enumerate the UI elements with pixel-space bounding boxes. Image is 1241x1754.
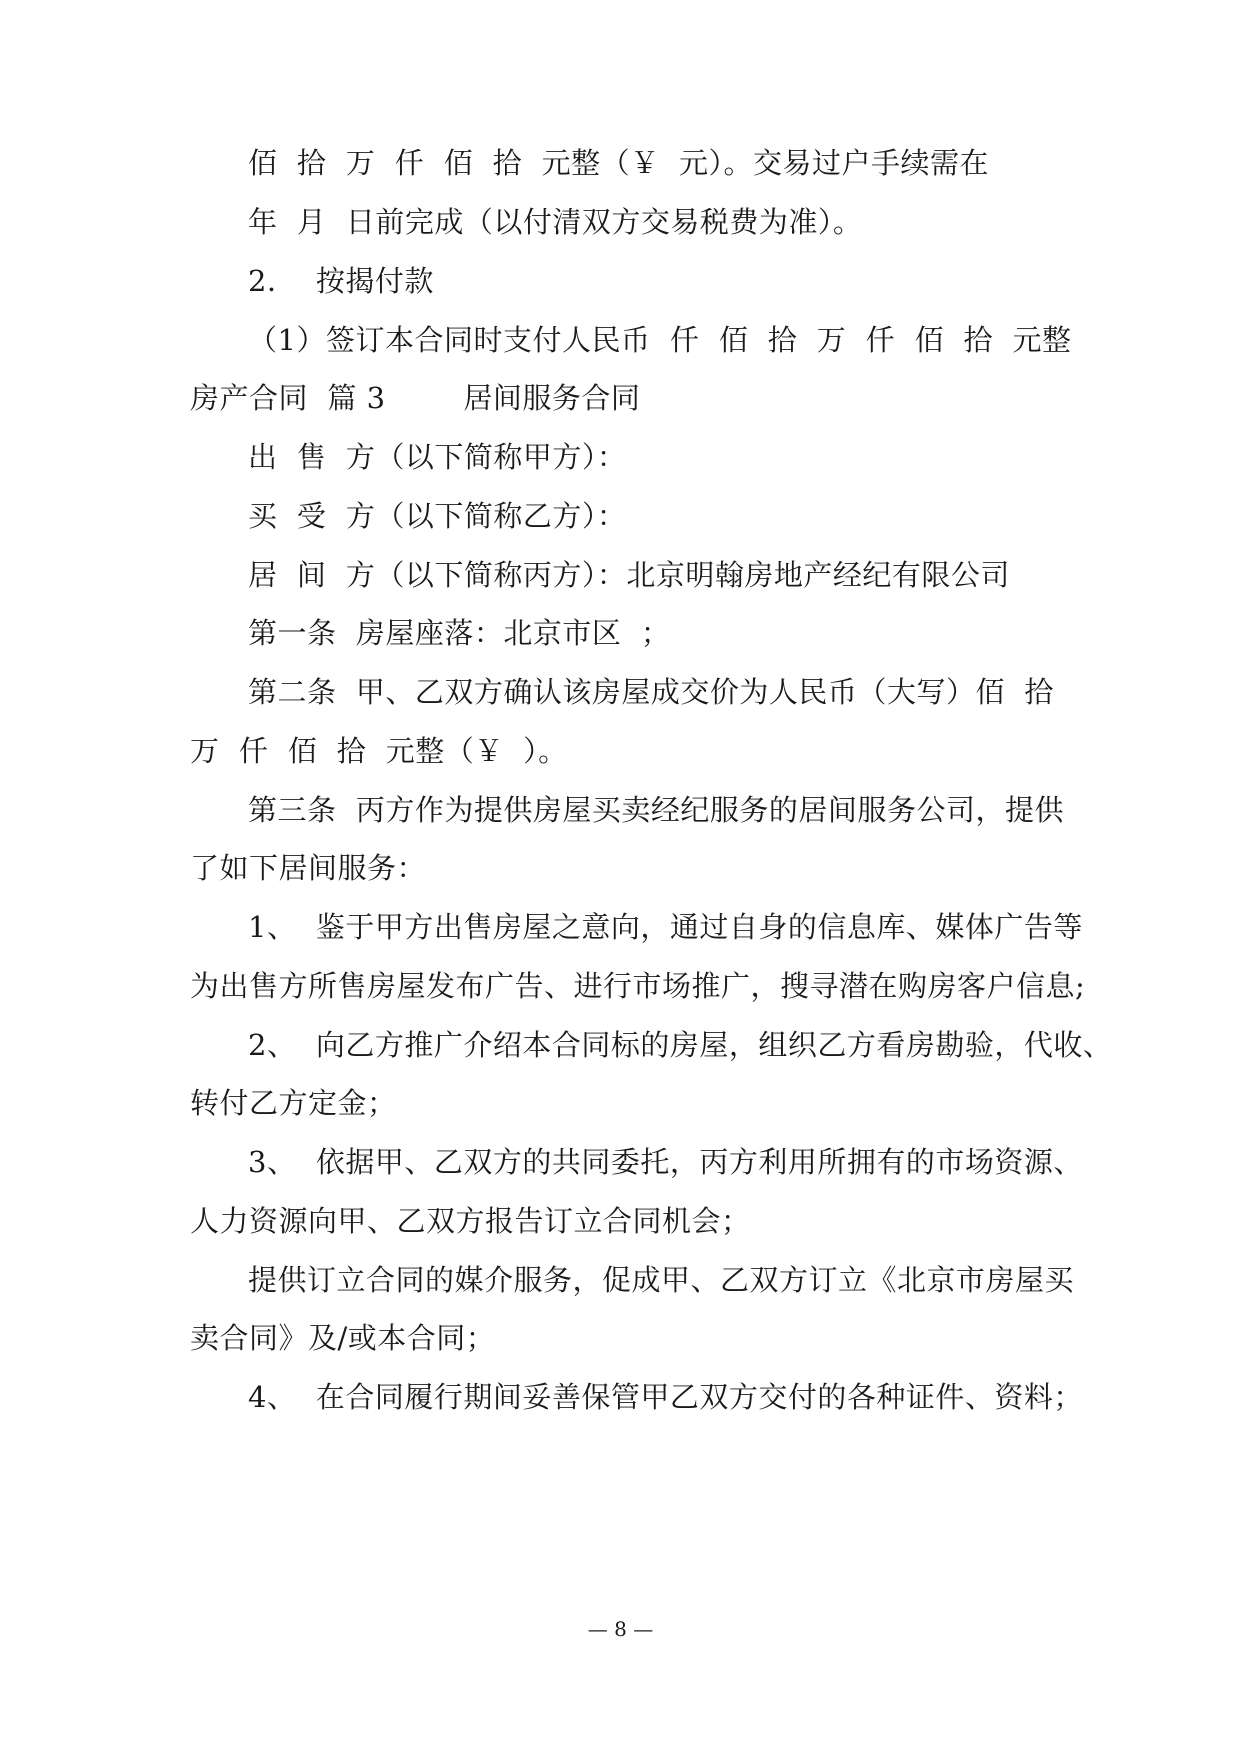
- text-line: 出 售 方（以下简称甲方）：: [248, 440, 627, 474]
- text-line: 转付乙方定金；: [190, 1086, 397, 1120]
- text-line: 2、 向乙方推广介绍本合同标的房屋，组织乙方看房勘验，代收、: [248, 1028, 1113, 1062]
- text-line: 4、 在合同履行期间妥善保管甲乙双方交付的各种证件、资料；: [248, 1380, 1083, 1414]
- text-line: 第一条 房屋座落：北京市区 ；: [248, 616, 671, 650]
- section-heading: 房产合同 篇 3 居间服务合同: [190, 381, 641, 415]
- text-line: （1）签订本合同时支付人民币 仟 佰 拾 万 仟 佰 拾 元整: [248, 323, 1072, 357]
- text-line: 居 间 方（以下简称丙方）：北京明翰房地产经纪有限公司: [248, 558, 1010, 592]
- text-line: 年 月 日前完成（以付清双方交易税费为准）。: [248, 205, 863, 239]
- text-line: 第三条 丙方作为提供房屋买卖经纪服务的居间服务公司，提供: [248, 793, 1064, 827]
- text-line: 人力资源向甲、乙双方报告订立合同机会；: [190, 1204, 751, 1238]
- text-line: 为出售方所售房屋发布广告、进行市场推广，搜寻潜在购房客户信息;: [190, 969, 1086, 1003]
- text-line: 2． 按揭付款: [248, 264, 434, 298]
- text-line: 3、 依据甲、乙双方的共同委托，丙方利用所拥有的市场资源、: [248, 1145, 1083, 1179]
- text-line: 1、 鉴于甲方出售房屋之意向，通过自身的信息库、媒体广告等: [248, 910, 1083, 944]
- text-line: 万 仟 佰 拾 元整（￥ ）。: [190, 734, 568, 768]
- text-line: 买 受 方（以下简称乙方）：: [248, 499, 627, 533]
- text-line: 第二条 甲、乙双方确认该房屋成交价为人民币（大写）佰 拾: [248, 675, 1054, 709]
- page-number: — 8 —: [587, 1617, 654, 1641]
- text-line: 了如下居间服务：: [190, 851, 427, 885]
- text-line: 提供订立合同的媒介服务，促成甲、乙双方订立《北京市房屋买: [248, 1263, 1075, 1297]
- text-line: 卖合同》及/或本合同；: [190, 1321, 496, 1355]
- text-line: 佰 拾 万 仟 佰 拾 元整（￥ 元）。交易过户手续需在: [248, 146, 990, 180]
